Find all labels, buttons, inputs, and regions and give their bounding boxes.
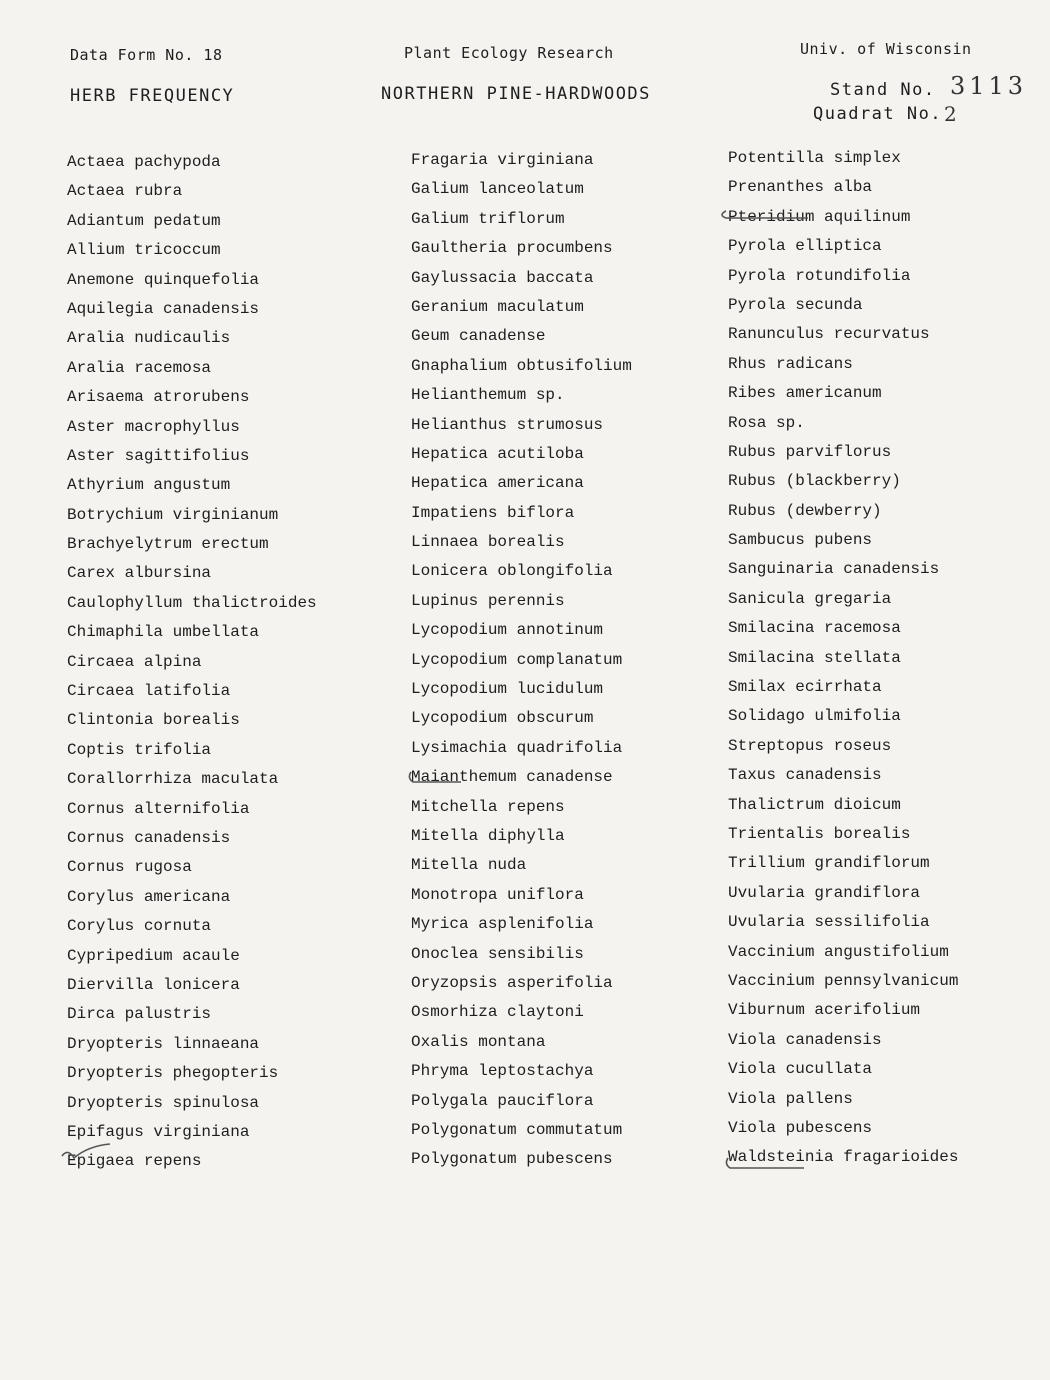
species-entry: Mitella diphylla [411,826,565,845]
species-entry: Lonicera oblongifolia [411,562,613,581]
species-entry: Aster macrophyllus [67,417,240,436]
species-entry: Hepatica acutiloba [411,444,584,463]
species-entry: Brachyelytrum erectum [67,535,269,554]
species-entry: Diervilla lonicera [67,975,240,994]
species-entry: Polygonatum commutatum [411,1120,623,1139]
species-entry: Rubus parviflorus [728,442,892,461]
species-entry: Sanguinaria canadensis [728,560,940,579]
species-column-1 [67,148,317,1177]
species-entry: Pteridium aquilinum [728,207,911,226]
species-entry: Fragaria virginiana [411,151,594,169]
species-entry: Actaea pachypoda [67,153,221,171]
species-entry: Anemone quinquefolia [67,270,260,289]
species-entry: Aralia nudicaulis [67,329,231,348]
species-entry: Caulophyllum thalictroides [67,593,317,612]
check-mark-waldsteinia [722,1154,812,1178]
species-entry: Rhus radicans [728,354,853,373]
species-entry: Mitella nuda [411,856,527,875]
species-entry: Dryopteris phegopteris [67,1064,279,1083]
department-label: Plant Ecology Research [404,44,614,62]
species-entry: Viburnum acerifolium [728,1001,921,1020]
species-entry: Rubus (blackberry) [728,472,901,491]
form-title: HERB FREQUENCY [70,86,235,106]
species-entry: Helianthus strumosus [411,415,604,434]
species-entry: Rosa sp. [728,413,805,432]
species-entry: Clintonia borealis [67,711,240,730]
species-entry: Geranium maculatum [411,297,584,316]
institution-label: Univ. of Wisconsin [800,40,972,58]
species-entry: Lycopodium annotinum [411,621,604,640]
species-entry: Vaccinium pennsylvanicum [728,971,959,990]
species-entry: Gaultheria procumbens [411,239,613,258]
species-entry: Athyrium angustum [67,476,231,495]
species-entry: Prenanthes alba [728,178,873,197]
species-entry: Gaylussacia baccata [411,268,594,287]
species-entry: Oxalis montana [411,1032,546,1051]
species-entry: Epifagus virginiana [67,1122,250,1141]
species-entry: Carex albursina [67,564,212,583]
species-entry: Impatiens biflora [411,503,575,522]
species-entry: Allium tricoccum [67,241,221,260]
species-entry: Lycopodium obscurum [411,709,594,728]
species-entry: Lupinus perennis [411,591,565,610]
species-entry: Cypripedium acaule [67,946,240,965]
species-entry: Adiantum pedatum [67,211,221,230]
species-entry: Galium triflorum [411,209,565,228]
species-entry: Vaccinium angustifolium [728,942,949,961]
species-entry: Rubus (dewberry) [728,501,882,520]
species-entry: Gnaphalium obtusifolium [411,356,632,375]
species-entry: Ranunculus recurvatus [728,325,930,344]
species-entry: Dryopteris spinulosa [67,1093,260,1112]
species-entry: Trillium grandiflorum [728,854,930,873]
species-entry: Onoclea sensibilis [411,944,584,963]
species-entry: Corylus cornuta [67,917,212,936]
species-entry: Myrica asplenifolia [411,915,594,934]
species-entry: Sambucus pubens [728,531,873,550]
species-entry: Pyrola secunda [728,295,863,314]
species-entry: Circaea latifolia [67,682,231,701]
species-entry: Actaea rubra [67,182,183,201]
species-entry: Waldsteinia fragarioides [728,1148,959,1167]
species-entry: Smilacina stellata [728,648,901,667]
species-entry: Lycopodium lucidulum [411,680,604,699]
species-entry: Osmorhiza claytoni [411,1003,584,1022]
species-entry: Viola cucullata [728,1060,873,1079]
stand-label: Stand No. [830,80,936,100]
species-entry: Aster sagittifolius [67,446,250,465]
species-entry: Cornus alternifolia [67,799,250,818]
species-column-3 [728,144,958,1173]
species-entry: Circaea alpina [67,652,202,671]
species-entry: Viola canadensis [728,1030,882,1049]
species-entry: Monotropa uniflora [411,885,584,904]
species-entry: Botrychium virginianum [67,505,279,524]
species-entry: Pyrola rotundifolia [728,266,911,285]
species-entry: Smilacina racemosa [728,619,901,638]
species-entry: Corallorrhiza maculata [67,770,279,789]
species-entry: Epigaea repens [67,1152,202,1171]
species-entry: Geum canadense [411,327,546,346]
species-entry: Viola pallens [728,1089,853,1108]
species-entry: Pyrola elliptica [728,237,882,256]
species-entry: Polygala pauciflora [411,1091,594,1110]
species-entry: Smilax ecirrhata [728,678,882,697]
community-title: NORTHERN PINE-HARDWOODS [381,84,651,104]
check-mark-maianthemum [405,768,465,792]
species-entry: Ribes americanum [728,384,882,403]
species-entry: Cornus canadensis [67,828,231,847]
species-entry: Uvularia grandiflora [728,883,921,902]
species-entry: Corylus americana [67,887,231,906]
species-entry: Streptopus roseus [728,736,892,755]
species-entry: Dryopteris linnaeana [67,1034,260,1053]
species-entry: Potentilla simplex [728,149,901,167]
check-mark-pteridium [716,205,811,229]
species-entry: Linnaea borealis [411,533,565,552]
species-entry: Solidago ulmifolia [728,707,901,726]
species-entry: Chimaphila umbellata [67,623,260,642]
species-column-2 [411,146,632,1175]
species-entry: Mitchella repens [411,797,565,816]
form-number: Data Form No. 18 [70,46,223,64]
quadrat-number: 2 [944,102,961,126]
species-entry: Arisaema atrorubens [67,388,250,407]
species-entry: Trientalis borealis [728,824,911,843]
species-entry: Aralia racemosa [67,358,212,377]
species-entry: Dirca palustris [67,1005,212,1024]
species-entry: Hepatica americana [411,474,584,493]
species-entry: Lycopodium complanatum [411,650,623,669]
species-entry: Polygonatum pubescens [411,1150,613,1169]
species-entry: Galium lanceolatum [411,180,584,199]
species-entry: Viola pubescens [728,1118,873,1137]
species-entry: Phryma leptostachya [411,1062,594,1081]
species-entry: Sanicula gregaria [728,589,892,608]
stand-number: 3113 [950,72,1028,100]
species-entry: Uvularia sessilifolia [728,913,930,932]
quadrat-label: Quadrat No. [813,104,943,124]
species-entry: Thalictrum dioicum [728,795,901,814]
check-mark-epigaea [58,1142,118,1166]
species-entry: Cornus rugosa [67,858,192,877]
species-entry: Oryzopsis asperifolia [411,973,613,992]
species-entry: Aquilegia canadensis [67,299,260,318]
species-entry: Maianthemum canadense [411,768,613,787]
species-entry: Taxus canadensis [728,766,882,785]
species-entry: Helianthemum sp. [411,386,565,405]
species-entry: Coptis trifolia [67,740,212,759]
species-entry: Lysimachia quadrifolia [411,738,623,757]
